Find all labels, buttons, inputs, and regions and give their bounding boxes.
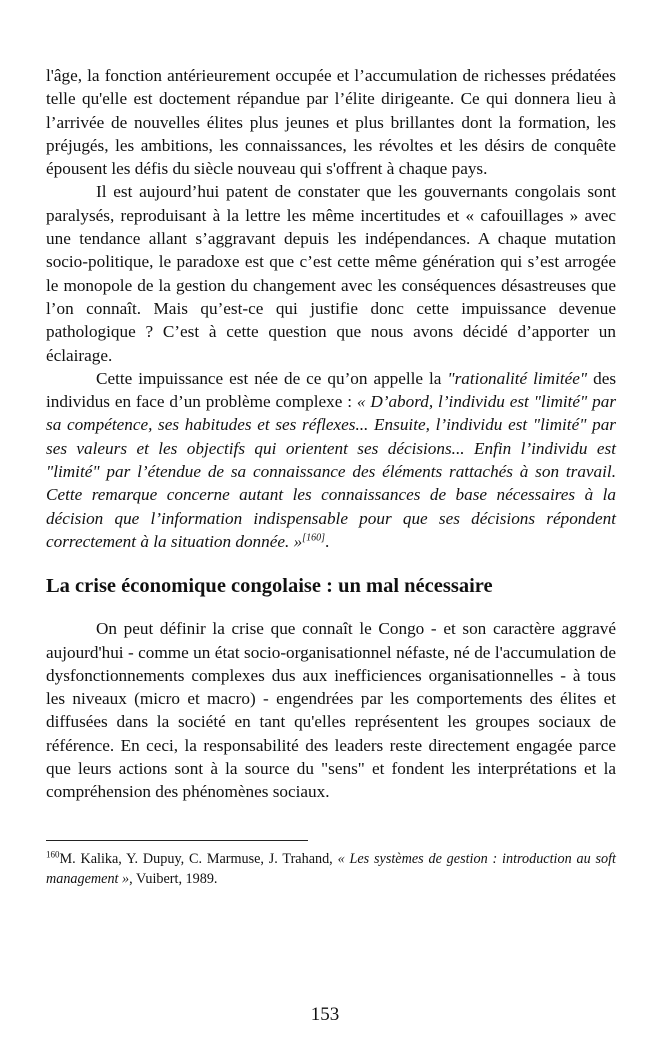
footnote-authors: M. Kalika, Y. Dupuy, C. Marmuse, J. Trahand, <box>59 850 333 867</box>
emphasized-term: "rationalité limitée" <box>447 368 588 388</box>
page-number: 153 <box>310 1004 340 1025</box>
footnote-publisher: , Vuibert, 1989. <box>129 870 218 887</box>
paragraph-text: Cette impuissance est née de ce qu’on appelle la <box>96 368 442 388</box>
paragraph-continuation: l'âge, la fonction antérieurement occupée et l’accumulation de richesses prédatées telle qu'elle est doctement répandue par l’élite dirigeante. Ce qui donnera lieu à l’arrivée de nouvelles élites plus jeunes et plus brillantes dont la formation, les préjugés, les ambitions, les connaissances, les révoltes et les désirs de conquête épousent les défis du siècle nouveau qui s'offrent à chaque pays. <box>46 66 616 179</box>
footnote <box>46 849 616 889</box>
paragraph-text: . <box>324 531 330 551</box>
paragraph-rationalite <box>46 367 616 553</box>
footnote-divider <box>46 840 308 841</box>
section-heading: La crise économique congolaise : un mal nécessaire <box>46 575 493 598</box>
paragraph-crise-definition: On peut définir la crise que connaît le Congo - et son caractère aggravé aujourd'hui - comme un état socio-organisationnel néfaste, né de l'accumulation de dysfonctionnements complexes dus aux inefficiences organisationnelles - à tous les niveaux (micro et macro) - engendrées par les comportements des élites et diffusées dans la société en tant qu'elles représentent les groupes sociaux de référence. En ceci, la responsabilité des leaders reste directement engagée parce que leurs actions sont à la source du "sens" et fondent les interprétations et la compréhension des phénomènes sociaux. <box>46 619 616 802</box>
footnote-title: « Les systèmes de gestion : introduction au soft management » <box>46 850 616 887</box>
paragraph-gouvernants: Il est aujourd’hui patent de constater que les gouvernants congolais sont paralysés, reproduisant à la lettre les même incertitudes et « cafouillages » avec une tendance allant s’aggravant depuis les indépendances. A chaque mutation socio-politique, le paradoxe est que c’est cette même génération qui s’est arrogée le monopole de la gestion du changement avec les conséquences désastreuses que l’on connaît. Mais qu’est-ce qui justifie donc cette impuissance devenue pathologique ? C’est à cette question que nous avons décidé d’apporter un éclairage. <box>46 182 616 365</box>
page-body <box>46 64 616 889</box>
paragraph-text: des individus en face d’un problème complexe : <box>46 368 617 412</box>
footnote-marker: 160 <box>46 848 60 859</box>
footnote-reference[interactable]: [160] <box>302 532 325 544</box>
block-quotation: « D’abord, l’individu est "limité" par sa compétence, ses habitudes et ses réflexes... Ensuite, l’individu est "limité" par ses valeurs et les objectifs qui orientent ses décisions... Enfin l’individu est "limité" par l’étendue de sa connaissance des éléments rattachés à son travail. Cette remarque concerne autant les connaissances de base nécessaires à la décision que l’information indispensable pour que ses décisions répondent correctement à la situation donnée. » <box>46 392 617 551</box>
